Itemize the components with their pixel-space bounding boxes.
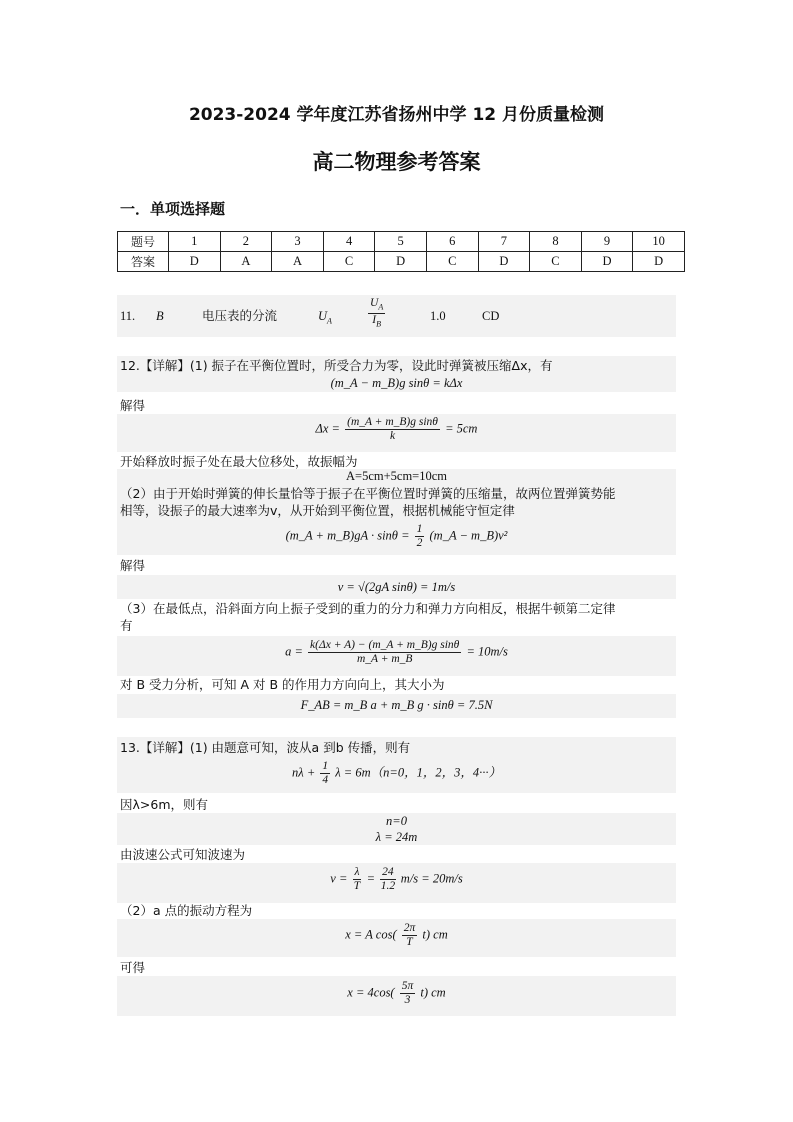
table-row-answers	[118, 252, 685, 272]
q13-equation-5: x = A cos( $\frac{2\pi}{T}$ t) cm	[345, 922, 448, 948]
q11-answer-6: CD	[482, 309, 500, 323]
q12-jiede-1: 解得	[120, 398, 146, 413]
q12-line-6: 有	[120, 618, 133, 633]
table-cell: D	[581, 252, 633, 272]
document-subtitle: 高二物理参考答案	[312, 150, 481, 174]
q12-equation-2: Δx = $\frac{\text{(m\_A + m\_B)g sinθ}}{k}$ = 5cm	[315, 416, 478, 442]
q12-line-4: 相等，设振子的最大速率为v，从开始到平衡位置，根据机械能守恒定律	[120, 503, 515, 518]
q13-line-4: （2）a 点的振动方程为	[120, 903, 253, 918]
table-cell: C	[530, 252, 582, 272]
table-cell: 4	[323, 232, 375, 252]
table-cell: C	[426, 252, 478, 272]
table-cell: C	[323, 252, 375, 272]
q12-jiede-2: 解得	[120, 558, 146, 573]
table-cell: 7	[478, 232, 530, 252]
q12-line-1: 12.【详解】(1) 振子在平衡位置时，所受合力为零，设此时弹簧被压缩Δx，有	[120, 358, 553, 373]
table-cell: D	[478, 252, 530, 272]
q11-answer-2: 电压表的分流	[202, 308, 278, 323]
q13-equation-3: λ = 24m	[375, 830, 418, 844]
table-cell: 3	[272, 232, 324, 252]
q12-equation-4: (m_A + m_B)gA · sinθ = $\frac{1}{2}$ (m_A − m_B)v²	[285, 523, 508, 549]
table-cell: D	[633, 252, 685, 272]
q11-answer-3: $U_A$	[318, 309, 332, 326]
table-row-questions	[118, 232, 685, 252]
q12-equation-5: v = √(2gA sinθ) = 1m/s	[337, 580, 456, 594]
table-cell: 9	[581, 232, 633, 252]
table-cell: 1	[169, 232, 221, 252]
q11-answer-5: 1.0	[430, 309, 446, 323]
section-heading-single-choice: 一．单项选择题	[120, 200, 226, 218]
q13-equation-2: n=0	[386, 814, 407, 828]
q13-equation-1: nλ + $\frac{1}{4}$ λ = 6m（n=0，1，2，3，4···）	[292, 760, 501, 786]
table-cell: D	[375, 252, 427, 272]
document-title: 2023-2024 学年度江苏省扬州中学 12 月份质量检测	[188, 105, 605, 125]
q12-equation-6: a = $\frac{\text{k(Δx + A) − (m\_A + m\_B)g sinθ}}{m\_A + m\_B}$ = 10m/s	[285, 639, 508, 665]
table-cell: 2	[220, 232, 272, 252]
q12-equation-1: (m_A − m_B)g sinθ = kΔx	[330, 376, 463, 390]
q12-equation-7: F_AB = m_B a + m_B g · sinθ = 7.5N	[300, 698, 493, 712]
table-header-answer: 答案	[118, 252, 169, 272]
table-cell: 5	[375, 232, 427, 252]
q11-number: 11.	[120, 309, 136, 323]
q11-band	[117, 295, 676, 337]
q12-line-5: （3）在最低点，沿斜面方向上振子受到的重力的分力和弹力方向相反，根据牛顿第二定律	[120, 601, 616, 616]
table-cell: A	[272, 252, 324, 272]
q13-equation-6: x = 4cos( $\frac{5\pi}{3}$ t) cm	[347, 980, 446, 1006]
table-cell: A	[220, 252, 272, 272]
q13-line-1: 13.【详解】(1) 由题意可知，波从a 到b 传播，则有	[120, 740, 411, 755]
table-cell: 6	[426, 232, 478, 252]
table-header-question: 题号	[118, 232, 169, 252]
q12-equation-3: A=5cm+5cm=10cm	[346, 469, 447, 483]
q12-line-3: （2）由于开始时弹簧的伸长量恰等于振子在平衡位置时弹簧的压缩量，故两位置弹簧势能	[120, 486, 616, 501]
table-cell: 10	[633, 232, 685, 252]
q13-line-5: 可得	[120, 960, 146, 975]
q11-answer-4-fraction: $\frac{U_A}{I_B}$	[370, 297, 384, 329]
q11-answer-1: B	[156, 309, 164, 323]
answer-table	[117, 231, 685, 272]
q13-line-3: 由波速公式可知波速为	[120, 847, 246, 862]
table-cell: 8	[530, 232, 582, 252]
table-cell: D	[169, 252, 221, 272]
q13-equation-4: v = $\frac{\lambda}{T}$ = $\frac{24}{1.2}$ m/s = 20m/s	[330, 866, 463, 892]
q12-line-7: 对 B 受力分析，可知 A 对 B 的作用力方向向上，其大小为	[120, 677, 445, 692]
q13-line-2: 因λ>6m，则有	[120, 797, 209, 812]
q12-line-2: 开始释放时振子处在最大位移处，故振幅为	[120, 454, 358, 469]
